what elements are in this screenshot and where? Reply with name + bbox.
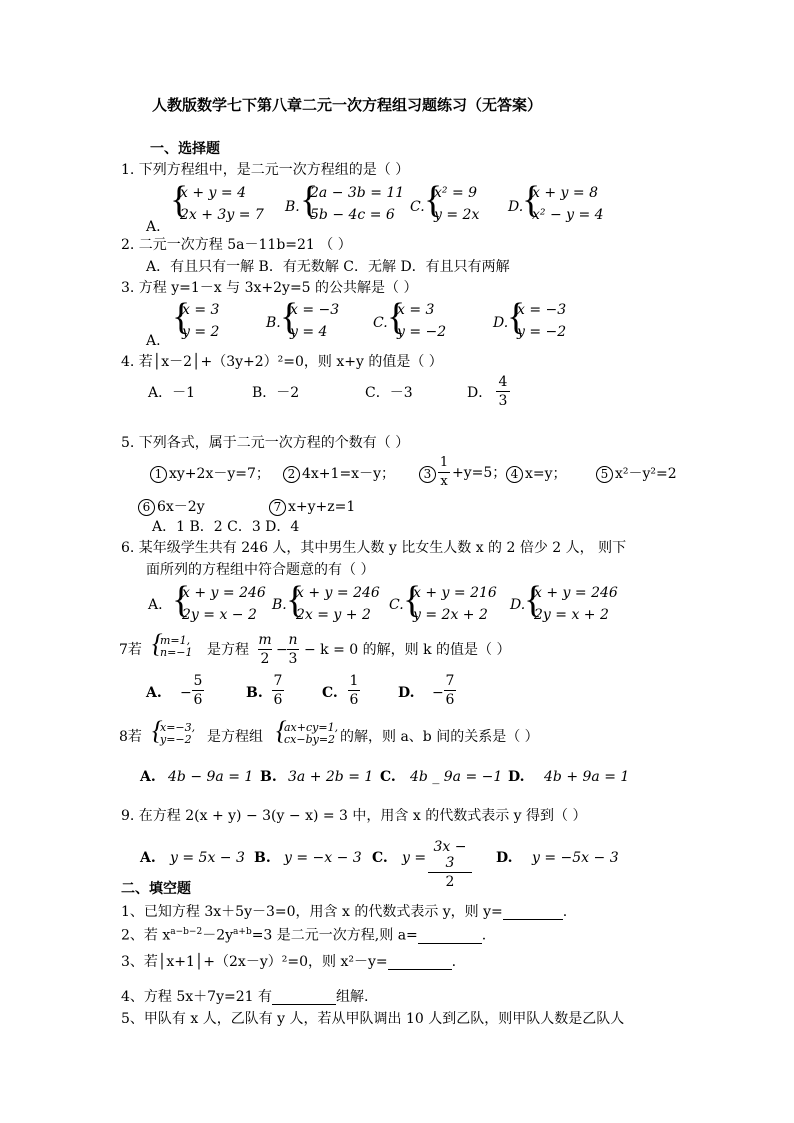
q1-option-d-label: D. [508,199,524,215]
q5-item-5: 5 x²－y²=2 [596,466,677,483]
q9-option-c-pre: y = [402,850,427,866]
fill-4-blank[interactable] [272,990,336,1005]
fill-2-blank[interactable] [418,929,482,944]
q7-tail: − k = 0 的解，则 k 的值是（ ） [304,642,511,658]
q4-option-a: A．－1 [148,385,196,401]
section-heading-fill: 二、填空题 [121,881,191,897]
q7-fraction-m-over-2: m 2 [258,632,272,667]
q7-option-c-label: C. [322,685,338,701]
q9-option-a-expr: y = 5x − 3 [170,850,245,866]
q5-item-4: 4 x=y； [506,466,567,483]
q3-option-b-label: B. [266,315,281,331]
section-heading-choice: 一、选择题 [150,141,220,157]
circled-number-1: 1 [150,466,167,483]
q6-option-c-label: C. [389,597,404,613]
q1-option-a-label: A. [146,219,161,235]
q7-fraction-n-over-3: n 3 [288,632,298,667]
q9-option-b-expr: y = −x − 3 [284,850,362,866]
q5-item-3 [419,466,438,483]
q8-option-d-expr: 4b + 9a = 1 [544,769,630,785]
question-4-stem: 4. 若│x－2│+（3y+2）²=0，则 x+y 的值是（ ） [121,354,443,370]
circled-number-5: 5 [596,466,613,483]
fill-5: 5、甲队有 x 人，乙队有 y 人，若从甲队调出 10 人到乙队，则甲队人数是乙队人 [121,1011,625,1027]
circled-number-6: 6 [138,499,155,516]
q8-prefix: 8若 [119,729,142,745]
q8-option-a-expr: 4b − 9a = 1 [168,769,254,785]
fill-1: 1、已知方程 3x＋5y－3=0，用含 x 的代数式表示 y，则 y= . [121,904,568,920]
q9-option-d-expr: y = −5x − 3 [532,850,619,866]
q8-mid: 是方程组 [207,729,263,745]
q9-option-b-label: B. [254,850,271,866]
question-5-options: A．1 B．2 C．3 D．4 [152,519,300,535]
fill-3-blank[interactable] [388,955,452,970]
circled-number-7: 7 [269,499,286,516]
circled-number-2: 2 [283,466,300,483]
q7-option-d-fraction: 7 6 [445,673,455,708]
fill-4: 4、方程 5x＋7y=21 有 组解. [121,989,369,1005]
fill-2: 2、若 $x^{a-b-2}-2y^{a+b}=3$ 是二元一次方程,则 a= . [121,927,487,944]
q7-option-d-sign: − [432,685,444,701]
q3-option-d-label: D. [493,315,509,331]
q7-option-a-label: A. [146,685,162,701]
q7-option-a-sign: − [180,685,192,701]
q1-option-b-label: B. [285,199,300,215]
question-2-options: A．有且只有一解 B．有无数解 C．无解 D．有且只有两解 [146,259,510,275]
q3-option-a-label: A. [146,333,161,349]
q4-option-c: C．－3 [365,385,413,401]
q9-option-c-fraction: 3x − 3 2 [428,839,472,890]
q5-item-3-rest: +y=5； [452,465,507,481]
question-5-stem: 5. 下列各式，属于二元一次方程的个数有（ ） [121,435,410,451]
q5-item-3-fraction: 1 x [439,455,449,489]
q7-option-a-fraction: 5 6 [193,673,203,708]
q5-item-7: 7 x+y+z=1 [269,499,355,516]
circled-number-3: 3 [419,466,436,483]
q4-option-d-label: D． [467,385,493,401]
question-1-stem: 1. 下列方程组中，是二元一次方程组的是（ ） [121,162,410,178]
question-6-stem-line2: 面所列的方程组中符合题意的有（ ） [146,562,375,578]
question-6-stem-line1: 6. 某年级学生共有 246 人，其中男生人数 y 比女生人数 x 的 2 倍少 2 人， 则下 [121,540,627,556]
q9-option-a-label: A. [140,850,156,866]
q1-option-c-label: C. [410,199,425,215]
question-9-stem: 9. 在方程 2(x + y) − 3(y − x) = 3 中，用含 x 的代数式表示 y 得到（ ） [121,808,587,824]
q9-option-c-label: C. [372,850,388,866]
circled-number-4: 4 [506,466,523,483]
q4-option-b: B．－2 [252,385,300,401]
q5-item-1: 1 xy+2x－y=7； [150,466,270,483]
q4-option-d-fraction: 4 3 [496,374,510,409]
q8-tail: 的解，则 a、b 间的关系是（ ） [340,729,539,745]
q6-option-b-label: B. [272,597,287,613]
q5-item-6: 6 6x－2y [138,499,205,516]
q6-option-d-label: D. [510,597,526,613]
page-title: 人教版数学七下第八章二元一次方程组习题练习（无答案） [152,96,543,114]
fill-3: 3、若│x+1│+（2x－y）²=0，则 x²－y= . [121,954,457,970]
q7-mid: 是方程 [207,642,249,658]
q8-option-b-expr: 3a + 2b = 1 [288,769,374,785]
q8-option-a-label: A. [140,769,156,785]
q8-option-d-label: D. [508,769,525,785]
q7-option-d-label: D. [398,685,415,701]
q7-prefix: 7若 [119,642,142,658]
q8-option-c-label: C. [380,769,396,785]
q7-minus: − [276,642,288,658]
q9-option-d-label: D. [496,850,513,866]
q7-option-c-fraction: 1 6 [349,673,359,708]
q7-option-b-label: B. [246,685,263,701]
q7-option-b-fraction: 7 6 [273,673,283,708]
q3-option-c-label: C. [373,315,388,331]
question-2-stem: 2. 二元一次方程 5a－11b=21 （ ） [121,237,352,253]
q8-option-c-expr: 4b _ 9a = −1 [410,769,503,785]
fill-1-blank[interactable] [503,905,563,920]
q8-option-b-label: B. [260,769,277,785]
q6-option-a-label: A. [148,597,163,613]
q5-item-2: 2 4x+1=x－y； [283,466,395,483]
question-3-stem: 3. 方程 y=1－x 与 3x+2y=5 的公共解是（ ） [121,280,418,296]
